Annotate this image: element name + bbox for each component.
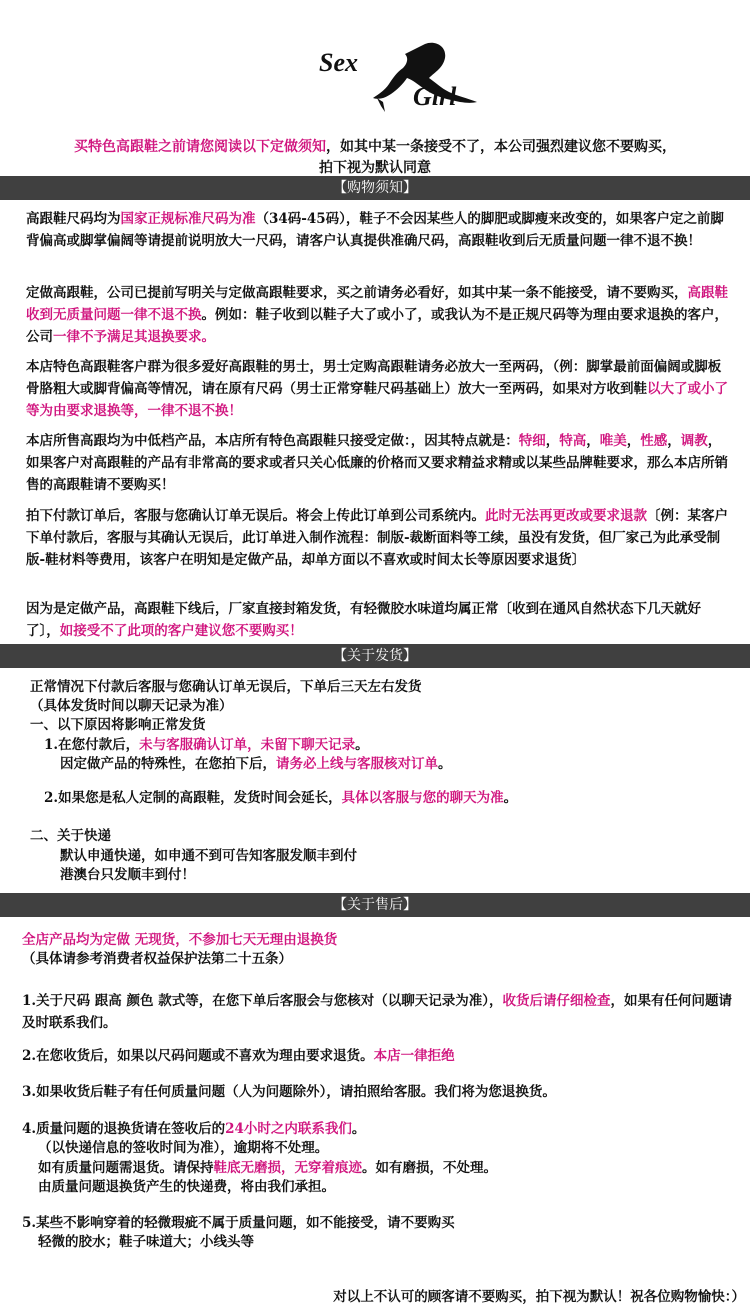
- shopping-para-4: [26, 430, 730, 496]
- highlight-text-1: 国家正规标准尺码为准: [120, 211, 256, 227]
- shipping-line-6: [44, 787, 517, 809]
- highlight-text-1: 具体以客服与您的聊天为准: [341, 790, 504, 806]
- aftersale-item-2: [22, 1045, 455, 1067]
- shipping-line-5: [60, 753, 452, 775]
- text-segment-2: 〔例：某客户下单付款后，客服与其确认无误后，此订单进入制作流程：制版-裁断面料等工续，虽没有发货，但厂家己为此承受制版-鞋材料等费用，该客户在明知是定做产品，却单方面以不喜欢或时间太长等原因要求退货〕: [26, 508, 728, 568]
- shipping-line-9: 港澳台只发顺丰到付！: [60, 867, 195, 883]
- highlight-text-1: 特细: [518, 433, 546, 449]
- intro-highlight: 买特色高跟鞋之前请您阅读以下定做须知: [74, 139, 326, 155]
- shopping-para-2: [26, 282, 730, 348]
- text-segment-2: 。: [438, 756, 452, 772]
- highlight-text-5: 唯美: [599, 433, 627, 449]
- aftersale-item-4d: 由质量问题退换货产生的快递费，将由我们承担。: [38, 1179, 335, 1195]
- text-segment-2: 。如有磨损，不处理。: [362, 1160, 497, 1176]
- shipping-line-2: （具体发货时间以聊天记录为准）: [30, 698, 233, 714]
- text-segment-4: ，: [586, 433, 600, 449]
- shopping-para-3: [26, 356, 730, 422]
- highlight-text-1: 高跟鞋收到无质量问题一律不退不换: [26, 285, 728, 323]
- aftersale-item-5b: 轻微的胶水；鞋子味道大；小线头等: [38, 1234, 254, 1250]
- text-segment-2: 。: [351, 1121, 366, 1137]
- text-segment-0: 因为是定做产品，高跟鞋下线后，厂家直接封箱发货，有轻微胶水味道均属正常〔收到在通风自然状态下几天就好了〕，: [26, 601, 701, 639]
- text-segment-0: 本店特色高跟鞋客户群为很多爱好高跟鞋的男士，男士定购高跟鞋请务必放大一至两码，（例：脚掌最前面偏阔或脚板骨胳粗大或脚背偏高等情况，请在原有尺码（男士正常穿鞋尺码基础上）放大一至两码，如果对方收到鞋: [26, 359, 722, 397]
- text-segment-0: 如有质量问题需退货。请保持: [38, 1160, 214, 1176]
- highlight-text-1: 未与客服确认订单，未留下聊天记录: [139, 737, 356, 753]
- logo-word-girl: Girl: [413, 82, 457, 111]
- highlight-text-1: 鞋底无磨损，无穿着痕迹: [213, 1160, 362, 1176]
- text-segment-0: 因定做产品的特殊性，在您拍下后，: [60, 756, 276, 772]
- shopping-para-5: [26, 505, 730, 571]
- footer-note: 对以上不认可的顾客请不要购买，拍下视为默认！祝各位购物愉快：）: [333, 1289, 745, 1305]
- aftersale-line-2: （具体请参考消费者权益保护法第二十五条）: [22, 951, 292, 967]
- text-segment-0: 2.在您收货后，如果以尺码问题或不喜欢为理由要求退货。: [22, 1048, 374, 1064]
- text-segment-2: 。: [503, 790, 518, 806]
- text-segment-2: 。: [355, 737, 369, 753]
- aftersale-item-3: 3.如果收货后鞋子有任何质量问题（人为问题除外），请拍照给客服。我们将为您退换货。: [22, 1084, 556, 1100]
- brand-logo: [315, 40, 490, 122]
- text-segment-0: 1.关于尺码 跟高 颜色 款式等，在您下单后客服会与您核对（以聊天记录为准），: [22, 993, 503, 1009]
- text-segment-10: ，如果客户对高跟鞋的产品有非常高的要求或者只关心低廉的价格而又要求精益求精或以某些品牌鞋要求，那么本店所销售的高跟鞋请不要购买！: [26, 433, 728, 493]
- shopping-para-6: [26, 598, 730, 642]
- highlight-text-1: 24小时之内联系我们: [225, 1121, 352, 1137]
- highlight-text-1: 此时无法再更改或要求退款: [485, 508, 647, 524]
- highlight-text-3: 一律不予满足其退换要求。: [53, 329, 215, 345]
- text-segment-2: ，如果有任何问题请及时联系我们。: [22, 993, 732, 1031]
- aftersale-item-1: [22, 990, 734, 1034]
- text-segment-0: 定做高跟鞋，公司已提前写明关与定做高跟鞋要求，买之前请务必看好，如其中某一条不能接受，请不要购买，: [26, 285, 688, 301]
- aftersale-item-5a: 5.某些不影响穿着的轻微瑕疵不属于质量问题，如不能接受，请不要购买: [22, 1215, 455, 1231]
- section-header-shipping: 【关于发货】: [0, 644, 750, 668]
- text-segment-6: ，: [626, 433, 641, 449]
- highlight-text-1: 如接受不了此项的客户建议您不要购买！: [59, 623, 303, 639]
- intro-text: ，如其中某一条接受不了，本公司强烈建议您不要购买，: [326, 139, 676, 155]
- shipping-line-8: 默认申通快递，如申通不到可告知客服发顺丰到付: [60, 848, 357, 864]
- text-segment-0: 本店所售高跟均为中低档产品，本店所有特色高跟鞋只接受定做：，因其特点就是：: [26, 433, 519, 449]
- highlight-text-1: 请务必上线与客服核对订单: [276, 756, 438, 772]
- shopping-para-1: [26, 208, 730, 252]
- text-segment-2: ，: [545, 433, 560, 449]
- text-segment-0: 2.如果您是私人定制的高跟鞋，发货时间会延长，: [44, 790, 342, 806]
- aftersale-item-4b: （以快递信息的签收时间为准），逾期将不处理。: [38, 1140, 329, 1156]
- highlight-text-1: 以大了或小了等为由要求退换等，一律不退不换！: [26, 381, 728, 419]
- text-segment-2: 。例如：鞋子收到以鞋子大了或小了，或我认为不是正规尺码等为理由要求退换的客户，公司: [26, 307, 728, 345]
- text-segment-2: （34码-45码），鞋子不会因某些人的脚肥或脚瘦来改变的，如果客户定之前脚背偏高或脚掌偏阔等请提前说明放大一尺码，请客户认真提供准确尺码，高跟鞋收到后无质量问题一律不退不换！: [26, 211, 724, 249]
- text-segment-0: 4.质量问题的退换货请在签收后的: [22, 1121, 226, 1137]
- text-segment-0: 1.在您付款后，: [44, 737, 140, 753]
- highlight-text-7: 性感: [640, 433, 668, 449]
- intro-line-2: 拍下视为默认同意: [319, 160, 431, 176]
- highlight-text-3: 特高: [559, 433, 587, 449]
- shipping-line-3: 一、以下原因将影响正常发货: [30, 717, 206, 733]
- highlight-text-1: 本店一律拒绝: [373, 1048, 455, 1064]
- highlight-text-0: 全店产品均为定做 无现货，不参加七天无理由退换货: [22, 932, 338, 948]
- logo-word-sex: Sex: [319, 48, 358, 77]
- shipping-line-1: 正常情况下付款后客服与您确认订单无误后，下单后三天左右发货: [30, 679, 422, 695]
- intro-line-1: [0, 136, 750, 156]
- highlight-text-9: 调教: [680, 433, 708, 449]
- section-header-shopping: 【购物须知】: [0, 176, 750, 200]
- text-segment-0: 拍下付款订单后，客服与您确认订单无误后。将会上传此订单到公司系统内。: [26, 508, 485, 524]
- text-segment-0: 高跟鞋尺码均为: [26, 211, 121, 227]
- highlight-text-1: 收货后请仔细检查: [502, 993, 611, 1009]
- shipping-line-7: 二、关于快递: [30, 828, 111, 844]
- text-segment-8: ，: [667, 433, 681, 449]
- section-header-aftersale: 【关于售后】: [0, 893, 750, 917]
